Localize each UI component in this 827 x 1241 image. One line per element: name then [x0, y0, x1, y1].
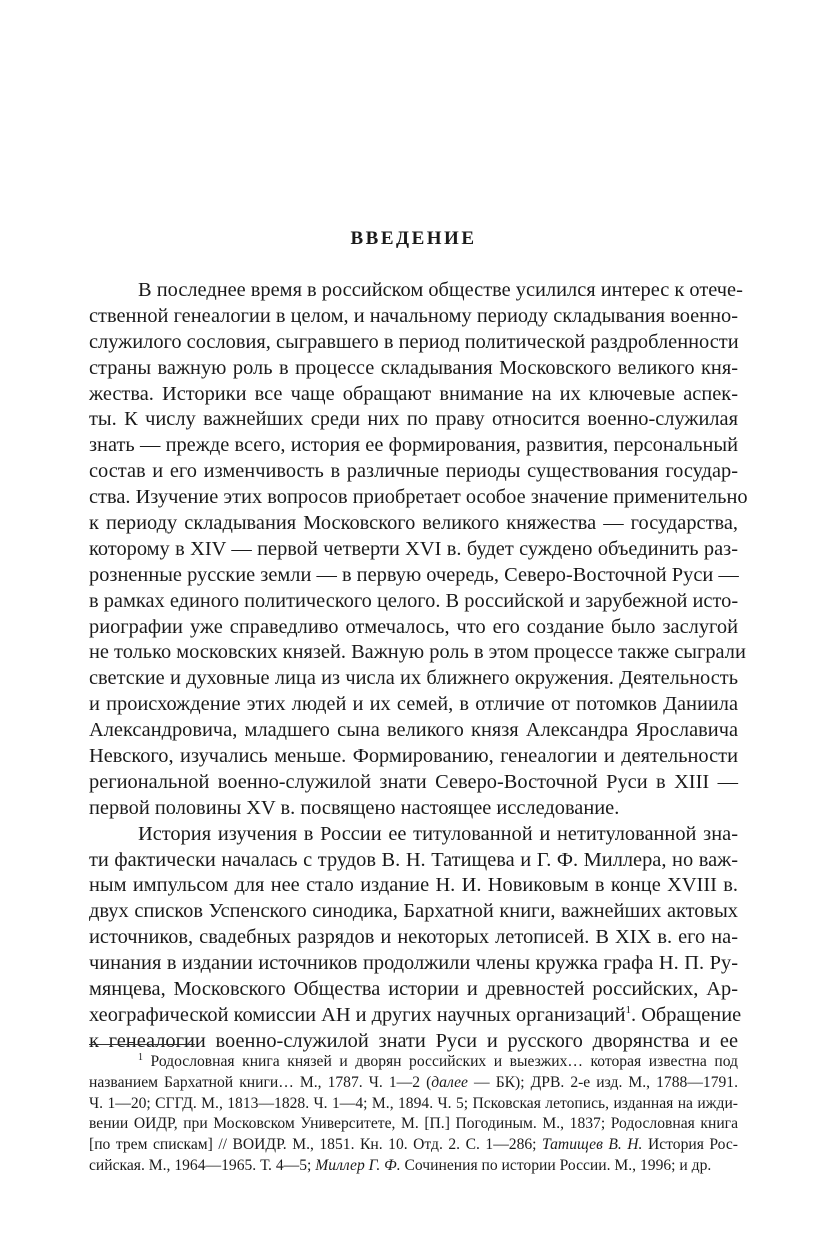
- text-line: розненные русские земли — в первую очередь, Северо-Восточной Руси —: [89, 563, 739, 586]
- text-line: к генеалогии военно-служилой знати Руси и русского дворянства и ее: [89, 1029, 738, 1052]
- footnote-text: — БК); ДРВ. 2-е изд. М., 1788—1791.: [467, 1073, 738, 1091]
- footnote-line: Ч. 1—20; СГГД. М., 1813—1828. Ч. 1—4; М., 1894. Ч. 5; Псковская летопись, изданная на ижди-: [89, 1094, 738, 1112]
- text-line: первой половины XV в. посвящено настоящее исследование.: [89, 796, 620, 819]
- footnote-text: История Рос-: [642, 1136, 738, 1154]
- text-line: Невского, изучались меньше. Формированию, генеалогии и деятельности: [89, 745, 738, 768]
- text-line: ти фактически началась с трудов В. Н. Татищева и Г. Ф. Миллера, но важ-: [89, 848, 738, 871]
- footnote-text: сийская. М., 1964—1965. Т. 4—5;: [89, 1156, 316, 1174]
- footnote-line: [89, 1135, 738, 1156]
- footnote-number: 1: [138, 1052, 143, 1063]
- footnote-text: Сочинения по истории России. М., 1996; и др.: [400, 1156, 712, 1174]
- footnote-text: [по трем спискам] // ВОИДР. М., 1851. Кн. 10. Отд. 2. С. 1—286;: [89, 1136, 543, 1154]
- text-line: и происхождение этих людей и их семей, в отличие от потомков Даниила: [89, 693, 738, 716]
- text-line: риографии уже справедливо отмечалось, что его создание было заслугой: [89, 615, 738, 638]
- text-line-with-footnote: [89, 1003, 742, 1029]
- text-line: не только московских князей. Важную роль в этом процессе также сыграли: [89, 641, 746, 664]
- text-line: страны важную роль в процессе складывания Московского великого кня-: [89, 356, 738, 379]
- text-line: жества. Историки все чаще обращают внимание на их ключевые аспек-: [89, 382, 738, 405]
- text-line: чинания в издании источников продолжили члены кружка графа Н. П. Ру-: [89, 952, 738, 975]
- footnote-italic: Татищев В. Н.: [542, 1136, 643, 1154]
- text-line: в рамках единого политического целого. В российской и зарубежной исто-: [89, 589, 739, 612]
- text-line: В последнее время в российском обществе усилился интерес к отече-: [138, 279, 743, 301]
- text-line: знать — прежде всего, история ее формирования, развития, персональный: [89, 434, 738, 457]
- footnote-line: вении ОИДР, при Московском Университете, М. [П.] Погодиным. М., 1837; Родословная книга: [89, 1115, 738, 1133]
- text-line: ственной генеалогии в целом, и начальному периоду складывания военно-: [89, 304, 738, 327]
- footnote-line: [89, 1052, 738, 1073]
- text-line: региональной военно-служилой знати Северо-Восточной Руси в XIII —: [89, 770, 738, 793]
- text-line: ства. Изучение этих вопросов приобретает особое значение применительно: [89, 486, 748, 509]
- text-line: Александровича, младшего сына великого князя Александра Ярославича: [89, 719, 738, 742]
- text-line: ным импульсом для нее стало издание Н. И. Новиковым в конце XVIII в.: [89, 874, 738, 897]
- text-line: источников, свадебных разрядов и некоторых летописей. В XIX в. его на-: [89, 926, 738, 949]
- footnote: [89, 1052, 738, 1177]
- footnote-separator: [89, 1044, 195, 1045]
- text-line: двух списков Успенского синодика, Бархатной книги, важнейших актовых: [89, 900, 738, 923]
- footnote-line: [89, 1073, 738, 1094]
- footnote-line: [89, 1156, 738, 1177]
- body-text: [89, 278, 748, 1055]
- text-line: служилого сословия, сыгравшего в период политической раздробленности: [89, 330, 739, 353]
- text-line: светские и духовные лица из числа их ближнего окружения. Деятельность: [89, 667, 738, 690]
- text-line: которому в XIV — первой четверти XVI в. будет суждено объединить раз-: [89, 537, 738, 560]
- text-line: состав и его изменчивость в различные периоды существования государ-: [89, 460, 738, 483]
- text-line: История изучения в России ее титулованной и нетитулованной зна-: [138, 822, 738, 845]
- text-line: ты. К числу важнейших среди них по праву относится военно-служилая: [89, 408, 738, 431]
- chapter-heading: ВВЕДЕНИЕ: [350, 228, 477, 249]
- footnote-italic: Миллер Г. Ф.: [315, 1156, 401, 1174]
- text-line: мянцева, Московского Общества истории и древностей российских, Ар-: [89, 978, 738, 1001]
- text-line-end: . Обращение: [631, 1003, 742, 1026]
- footnote-text: Родословная книга князей и дворян российских и выезжих… которая известна под: [150, 1053, 738, 1070]
- text-line-start: хеографической комиссии АН и других научных организаций: [89, 1003, 626, 1026]
- footnote-text: названием Бархатной книги… М., 1787. Ч. 1—2 (: [89, 1073, 432, 1091]
- footnote-italic: далее: [431, 1073, 468, 1091]
- footnote-reference[interactable]: 1: [625, 1003, 631, 1016]
- text-line: к периоду складывания Московского великого княжества — государства,: [89, 512, 738, 535]
